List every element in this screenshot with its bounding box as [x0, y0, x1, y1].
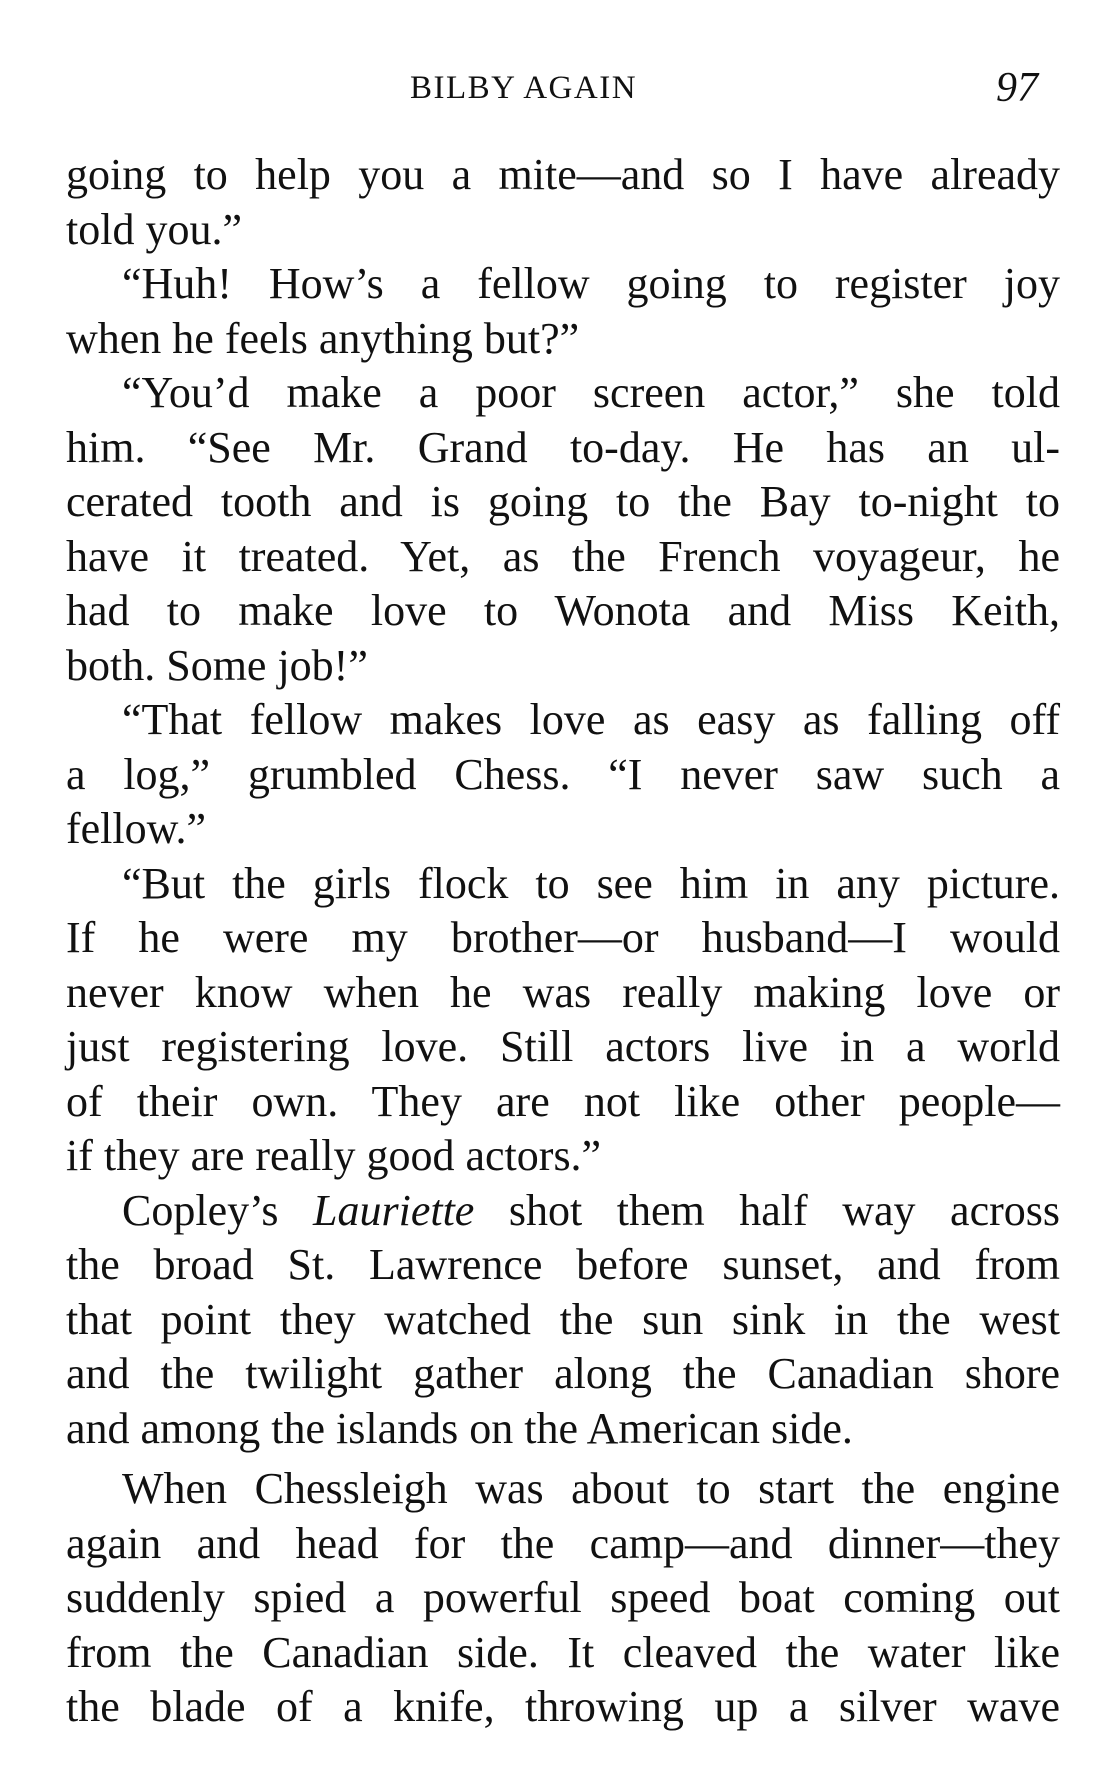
text-line: cerated tooth and is going to the Bay to-night to — [66, 477, 1060, 526]
text-line: “You’d make a poor screen actor,” she told — [122, 368, 1060, 417]
boat-name: Lauriette — [313, 1185, 475, 1235]
text-line: and among the islands on the American side. — [66, 1403, 853, 1453]
running-head — [0, 66, 1117, 110]
text-line: that point they watched the sun sink in the west — [66, 1294, 1060, 1344]
text-line: from the Canadian side. It cleaved the water like — [66, 1627, 1060, 1677]
text-line: When Chessleigh was about to start the engine — [122, 1464, 1060, 1513]
text-line: “That fellow makes love as easy as falling off — [122, 695, 1060, 744]
text-fragment: shot them half way across — [474, 1185, 1061, 1235]
text-line: if they are really good actors.” — [66, 1131, 602, 1180]
running-title: BILBY AGAIN — [410, 70, 638, 106]
text-line: just registering love. Still actors live in a world — [66, 1022, 1060, 1071]
text-line: the broad St. Lawrence before sunset, and from — [66, 1240, 1060, 1289]
text-line: going to help you a mite—and so I have already — [66, 150, 1060, 199]
text-line: fellow.” — [66, 804, 207, 853]
text-line: when he feels anything but?” — [66, 313, 580, 363]
text-line: never know when he was really making love or — [66, 967, 1060, 1017]
page-number: 97 — [996, 65, 1038, 111]
text-line: the blade of a knife, throwing up a silver wave — [66, 1682, 1060, 1731]
text-line: again and head for the camp—and dinner—they — [66, 1518, 1060, 1568]
text-line: both. Some job!” — [66, 640, 368, 690]
body-text — [66, 148, 1060, 1735]
text-line: If he were my brother—or husband—I would — [66, 913, 1060, 962]
text-line — [66, 1184, 1060, 1239]
text-line: of their own. They are not like other people— — [66, 1076, 1060, 1126]
text-line: told you.” — [66, 204, 242, 254]
text-line: “But the girls flock to see him in any picture. — [122, 858, 1060, 908]
text-line: “Huh! How’s a fellow going to register joy — [122, 259, 1060, 308]
text-line: and the twilight gather along the Canadian shore — [66, 1349, 1060, 1398]
text-line: have it treated. Yet, as the French voyageur, he — [66, 531, 1060, 581]
text-line: had to make love to Wonota and Miss Keith, — [66, 586, 1060, 635]
text-line: him. “See Mr. Grand to-day. He has an ul- — [66, 422, 1060, 472]
text-line: suddenly spied a powerful speed boat coming out — [66, 1573, 1060, 1622]
text-line: a log,” grumbled Chess. “I never saw such a — [66, 749, 1060, 799]
text-fragment: Copley’s — [122, 1185, 313, 1235]
